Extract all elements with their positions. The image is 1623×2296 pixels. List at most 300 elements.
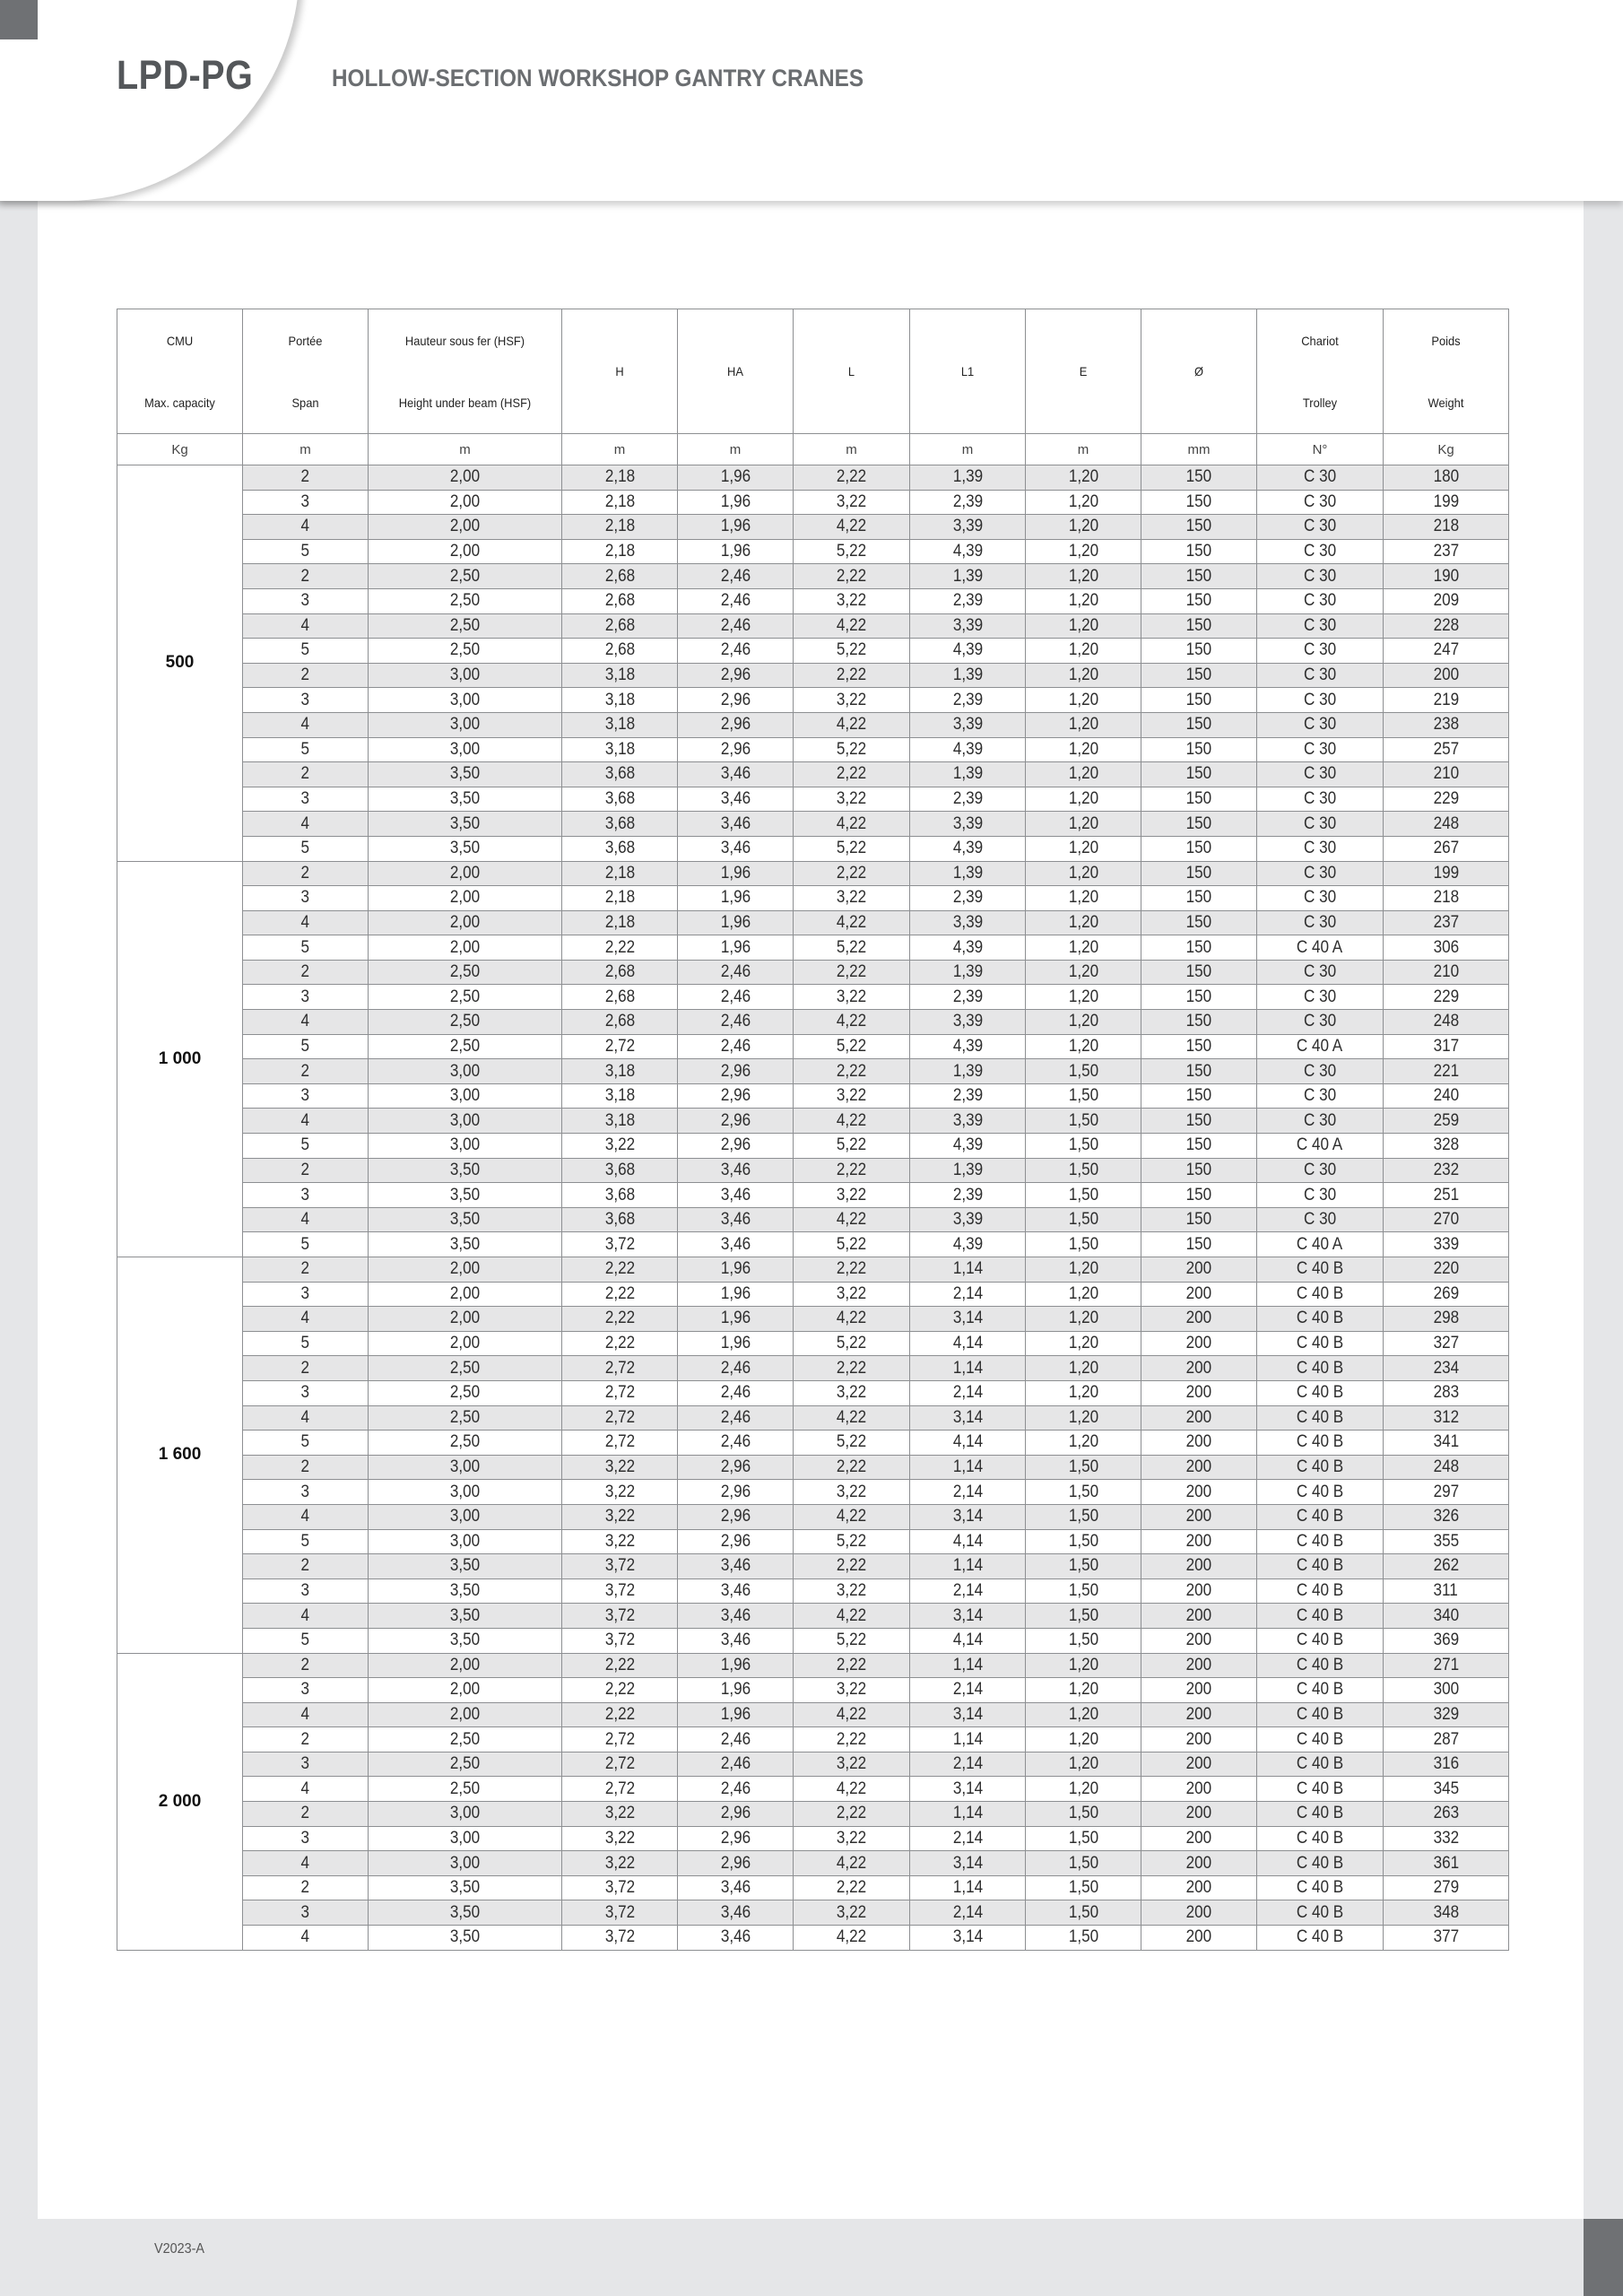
table-cell [910,910,1026,935]
cell-value: 5 [300,1631,310,1650]
table-row [117,1653,1509,1678]
table-cell [1141,1331,1257,1356]
table-cell [910,1480,1026,1505]
cell-value: 1,20 [1068,1334,1098,1353]
cell-value: 2,46 [720,640,751,660]
table-cell [910,1554,1026,1579]
table-cell [678,737,794,762]
table-cell [369,787,562,812]
table-cell [678,1777,794,1802]
cell-value: 3,46 [720,1927,751,1947]
table-cell [243,1109,369,1134]
cell-value: 3,14 [952,1309,983,1328]
table-cell [910,1628,1026,1653]
table-row [117,1752,1509,1777]
cell-value: 4,22 [836,1704,867,1724]
table-cell [1141,1900,1257,1926]
table-cell [1384,960,1509,985]
cell-value: 3,22 [836,888,867,908]
table-cell [1257,712,1384,737]
table-cell [1257,1010,1384,1035]
table-cell [1384,1777,1509,1802]
table-cell [1141,688,1257,713]
table-cell [243,1331,369,1356]
table-cell [562,1678,678,1703]
cell-value: 200 [1185,1680,1212,1700]
table-cell [1026,613,1141,639]
table-cell [1141,1010,1257,1035]
cell-value: 2,39 [952,1185,983,1205]
table-cell [369,910,562,935]
table-cell [1026,1307,1141,1332]
table-cell [562,1851,678,1876]
table-cell [1384,1034,1509,1059]
table-row [117,1826,1509,1851]
cell-value: 200 [1185,1309,1212,1328]
table-cell [562,1554,678,1579]
cell-value: 3,46 [720,1160,751,1179]
table-cell [369,1578,562,1604]
table-cell [243,613,369,639]
table-cell [1257,1727,1384,1752]
table-cell [1026,465,1141,491]
table-cell [910,1702,1026,1727]
table-cell [1384,1727,1509,1752]
cell-value: 3,50 [449,1234,481,1254]
table-cell [1384,836,1509,861]
table-cell [1257,1431,1384,1456]
cell-value: 5,22 [836,640,867,660]
table-cell [910,812,1026,837]
table-cell [910,1282,1026,1307]
table-cell [369,1480,562,1505]
cell-value: 2,00 [449,1309,481,1328]
table-cell [1384,613,1509,639]
cell-value: 150 [1185,640,1212,660]
cell-value: 2 [300,1804,310,1823]
table-cell [678,1232,794,1257]
cell-value: 2,22 [836,467,867,487]
cell-value: 3,18 [604,1110,635,1130]
table-cell [562,688,678,713]
header-row [117,309,1509,434]
table-row [117,539,1509,564]
table-cell [910,1431,1026,1456]
cell-value: 190 [1433,566,1459,586]
table-row [117,1480,1509,1505]
table-cell [1257,935,1384,961]
table-cell [678,1282,794,1307]
table-cell [1026,1207,1141,1232]
table-cell [678,1257,794,1283]
table-cell [1141,762,1257,787]
cell-value: 3,18 [604,690,635,709]
table-cell [369,1727,562,1752]
table-cell [562,787,678,812]
cell-value: 200 [1185,1556,1212,1576]
cell-value: 3 [300,1086,310,1106]
cell-value: 200 [1185,1407,1212,1427]
cell-value: 298 [1433,1309,1459,1328]
cell-value: 4 [300,1704,310,1724]
table-cell [910,1455,1026,1480]
table-cell [1026,1356,1141,1381]
table-cell [1257,1158,1384,1183]
table-cell [369,1504,562,1529]
table-cell [243,1059,369,1084]
table-cell [794,1752,910,1777]
cell-value: 1,20 [1068,1259,1098,1279]
column-label: HA [727,364,743,378]
cell-value: 200 [1185,1283,1212,1303]
table-cell [678,1752,794,1777]
cell-value: 2,14 [952,1482,983,1501]
cell-value: 326 [1433,1507,1459,1526]
table-row [117,1926,1509,1951]
capacity-cell: 1 000 [117,861,243,1257]
table-row [117,1158,1509,1183]
cell-value: 2,68 [604,987,635,1006]
table-cell [1257,737,1384,762]
cell-value: 1,20 [1068,739,1098,759]
cell-value: 1,96 [720,937,751,957]
table-row [117,935,1509,961]
cell-value: 2,39 [952,888,983,908]
table-cell [1257,1380,1384,1405]
cell-value: 3,50 [449,1902,481,1922]
cell-value: 221 [1433,1061,1459,1081]
cell-value: 150 [1185,517,1212,536]
table-cell [1141,787,1257,812]
cell-value: 1,20 [1068,517,1098,536]
cell-value: 248 [1433,1012,1459,1031]
cell-value: 2,00 [449,1259,481,1279]
cell-value: 237 [1433,912,1459,932]
cell-value: C 30 [1303,912,1337,932]
header-tab [0,0,299,201]
table-cell [678,1578,794,1604]
column-label: L1 [960,364,975,378]
table-cell [1141,1678,1257,1703]
table-cell [1257,1777,1384,1802]
cell-value: 2 [300,1556,310,1576]
cell-value: C 30 [1303,690,1337,709]
product-code: LPD-PG [117,52,254,98]
table-row [117,1134,1509,1159]
table-cell [678,1851,794,1876]
cell-value: 1,20 [1068,1036,1098,1056]
table-cell [794,1232,910,1257]
cell-value: 279 [1433,1878,1459,1898]
table-cell [369,1232,562,1257]
table-cell [369,564,562,589]
cell-value: 3 [300,987,310,1006]
table-cell [678,1380,794,1405]
cell-value: 312 [1433,1407,1459,1427]
table-cell [1026,1331,1141,1356]
cell-value: 2 [300,1358,310,1378]
table-cell [1384,1455,1509,1480]
table-cell [1257,1059,1384,1084]
cell-value: 1,96 [720,912,751,932]
table-cell [1384,1628,1509,1653]
cell-value: 3,46 [720,1878,751,1898]
cell-value: 2,46 [720,1432,751,1452]
cell-value: 150 [1185,1086,1212,1106]
table-cell [1257,515,1384,540]
cell-value: 2,18 [604,517,635,536]
table-cell [1141,1826,1257,1851]
table-cell [369,588,562,613]
table-cell [243,1727,369,1752]
cell-value: 263 [1433,1804,1459,1823]
cell-value: 2,39 [952,690,983,709]
table-cell [910,1356,1026,1381]
table-cell [1384,1010,1509,1035]
cell-value: 2 [300,566,310,586]
table-cell [369,1875,562,1900]
cell-value: 200 [1185,1828,1212,1848]
cell-value: 150 [1185,937,1212,957]
table-cell [678,490,794,515]
table-cell [910,1307,1026,1332]
table-cell [678,465,794,491]
table-cell [1384,515,1509,540]
table-cell [910,787,1026,812]
cell-value: 200 [1185,1902,1212,1922]
table-cell [369,712,562,737]
cell-value: 345 [1433,1779,1459,1798]
cell-value: 2,14 [952,1754,983,1774]
table-cell [562,737,678,762]
cell-value: 3,50 [449,813,481,833]
table-cell [369,1282,562,1307]
table-cell [1257,1232,1384,1257]
table-row [117,960,1509,985]
table-cell [1257,688,1384,713]
cell-value: 3,68 [604,789,635,809]
cell-value: 3 [300,1902,310,1922]
cell-value: 4 [300,1605,310,1625]
table-cell [1141,737,1257,762]
table-cell [1026,1257,1141,1283]
table-cell [1384,1900,1509,1926]
table-cell [562,1405,678,1431]
cell-value: 4,22 [836,1407,867,1427]
cell-value: 2,18 [604,912,635,932]
cell-value: C 40 A [1297,1036,1343,1056]
cell-value: 150 [1185,690,1212,709]
table-cell [1026,836,1141,861]
cell-value: 2,22 [604,1704,635,1724]
table-row [117,588,1509,613]
cell-value: C 40 B [1296,1729,1344,1749]
cell-value: 1,39 [952,962,983,982]
table-cell [678,564,794,589]
table-cell [243,1356,369,1381]
table-cell [369,1307,562,1332]
table-cell [369,1405,562,1431]
cell-value: C 40 B [1296,1283,1344,1303]
table-cell [794,910,910,935]
cell-value: 311 [1433,1581,1459,1601]
table-cell [1026,737,1141,762]
table-cell [794,836,910,861]
table-row [117,1628,1509,1653]
table-cell [1141,960,1257,985]
cell-value: 348 [1433,1902,1459,1922]
cell-value: 237 [1433,542,1459,561]
table-row [117,1331,1509,1356]
cell-value: 228 [1433,615,1459,635]
table-cell [910,639,1026,664]
table-row [117,1380,1509,1405]
table-cell [1257,490,1384,515]
table-cell [562,1109,678,1134]
table-cell [1141,1455,1257,1480]
cell-value: 2,96 [720,1804,751,1823]
cell-value: 3,46 [720,1210,751,1230]
table-cell [1141,985,1257,1010]
table-cell [1384,1504,1509,1529]
table-cell [794,712,910,737]
table-cell [369,1628,562,1653]
cell-value: 4 [300,1110,310,1130]
table-cell [1141,564,1257,589]
table-cell [243,1010,369,1035]
table-cell [369,1380,562,1405]
cell-value: 3,22 [836,987,867,1006]
cell-value: 3,50 [449,1185,481,1205]
cell-value: 3,22 [836,1086,867,1106]
cell-value: 150 [1185,566,1212,586]
cell-value: 1,50 [1068,1556,1098,1576]
table-cell [1026,1578,1141,1604]
table-cell [1384,787,1509,812]
table-cell [678,762,794,787]
cell-value: 3 [300,1185,310,1205]
table-cell [243,1777,369,1802]
cell-value: C 40 A [1297,1135,1343,1155]
table-cell [243,1504,369,1529]
table-cell [243,712,369,737]
table-cell [369,935,562,961]
column-label-en: Trolley [1302,395,1338,410]
table-cell [678,613,794,639]
table-row [117,1777,1509,1802]
table-cell [562,1777,678,1802]
cell-value: 2 [300,1160,310,1179]
cell-value: 328 [1433,1135,1459,1155]
table-cell [910,1158,1026,1183]
cell-value: 5 [300,1432,310,1452]
unit-cell: N° [1257,434,1384,465]
cell-value: 3,72 [604,1902,635,1922]
cell-value: 2,22 [604,1309,635,1328]
cell-value: 200 [1185,1779,1212,1798]
table-cell [910,1232,1026,1257]
cell-value: 1,20 [1068,640,1098,660]
cell-value: 248 [1433,813,1459,833]
table-cell [678,812,794,837]
table-cell [1257,539,1384,564]
table-cell [910,663,1026,688]
cell-value: 3,39 [952,1012,983,1031]
table-cell [369,639,562,664]
cell-value: 2,14 [952,1581,983,1601]
cell-value: 3 [300,491,310,511]
table-cell [243,564,369,589]
cell-value: 3,46 [720,1234,751,1254]
cell-value: 3,14 [952,1927,983,1947]
cell-value: 3,22 [836,1482,867,1501]
cell-value: 3,14 [952,1853,983,1873]
cell-value: 5 [300,1036,310,1056]
table-cell [1026,1727,1141,1752]
table-cell [678,1875,794,1900]
cell-value: C 30 [1303,813,1337,833]
table-cell [910,564,1026,589]
cell-value: 3,68 [604,813,635,833]
cell-value: 369 [1433,1631,1459,1650]
cell-value: 3,46 [720,813,751,833]
cell-value: 200 [1185,1853,1212,1873]
cell-value: 1,20 [1068,1407,1098,1427]
table-cell [369,1752,562,1777]
cell-value: 4,22 [836,715,867,735]
cell-value: 210 [1433,764,1459,784]
table-cell [1026,1183,1141,1208]
cell-value: 3,00 [449,1828,481,1848]
table-cell [910,762,1026,787]
cell-value: 2,22 [836,1729,867,1749]
cell-value: 150 [1185,665,1212,685]
cell-value: 271 [1433,1655,1459,1674]
table-cell [910,1826,1026,1851]
cell-value: 5,22 [836,839,867,858]
column-header [562,309,678,434]
cell-value: 3,39 [952,615,983,635]
cell-value: 209 [1433,591,1459,611]
cell-value: 2,72 [604,1754,635,1774]
cell-value: 3,22 [836,1185,867,1205]
cell-value: 150 [1185,912,1212,932]
column-label: Portée [288,333,323,348]
cell-value: 3,46 [720,1631,751,1650]
table-cell [910,737,1026,762]
table-row [117,1034,1509,1059]
table-cell [678,836,794,861]
table-cell [1026,1777,1141,1802]
cell-value: 4 [300,1853,310,1873]
table-cell [1026,985,1141,1010]
table-cell [1026,1802,1141,1827]
table-cell [910,465,1026,491]
cell-value: 1,14 [952,1655,983,1674]
table-cell [369,1207,562,1232]
table-cell [369,663,562,688]
table-row [117,1431,1509,1456]
table-cell [678,960,794,985]
cell-value: 3,46 [720,764,751,784]
cell-value: 2,22 [836,1160,867,1179]
table-cell [1257,1653,1384,1678]
table-cell [678,712,794,737]
cell-value: 270 [1433,1210,1459,1230]
table-cell [910,1083,1026,1109]
table-cell [794,1183,910,1208]
table-cell [1026,663,1141,688]
